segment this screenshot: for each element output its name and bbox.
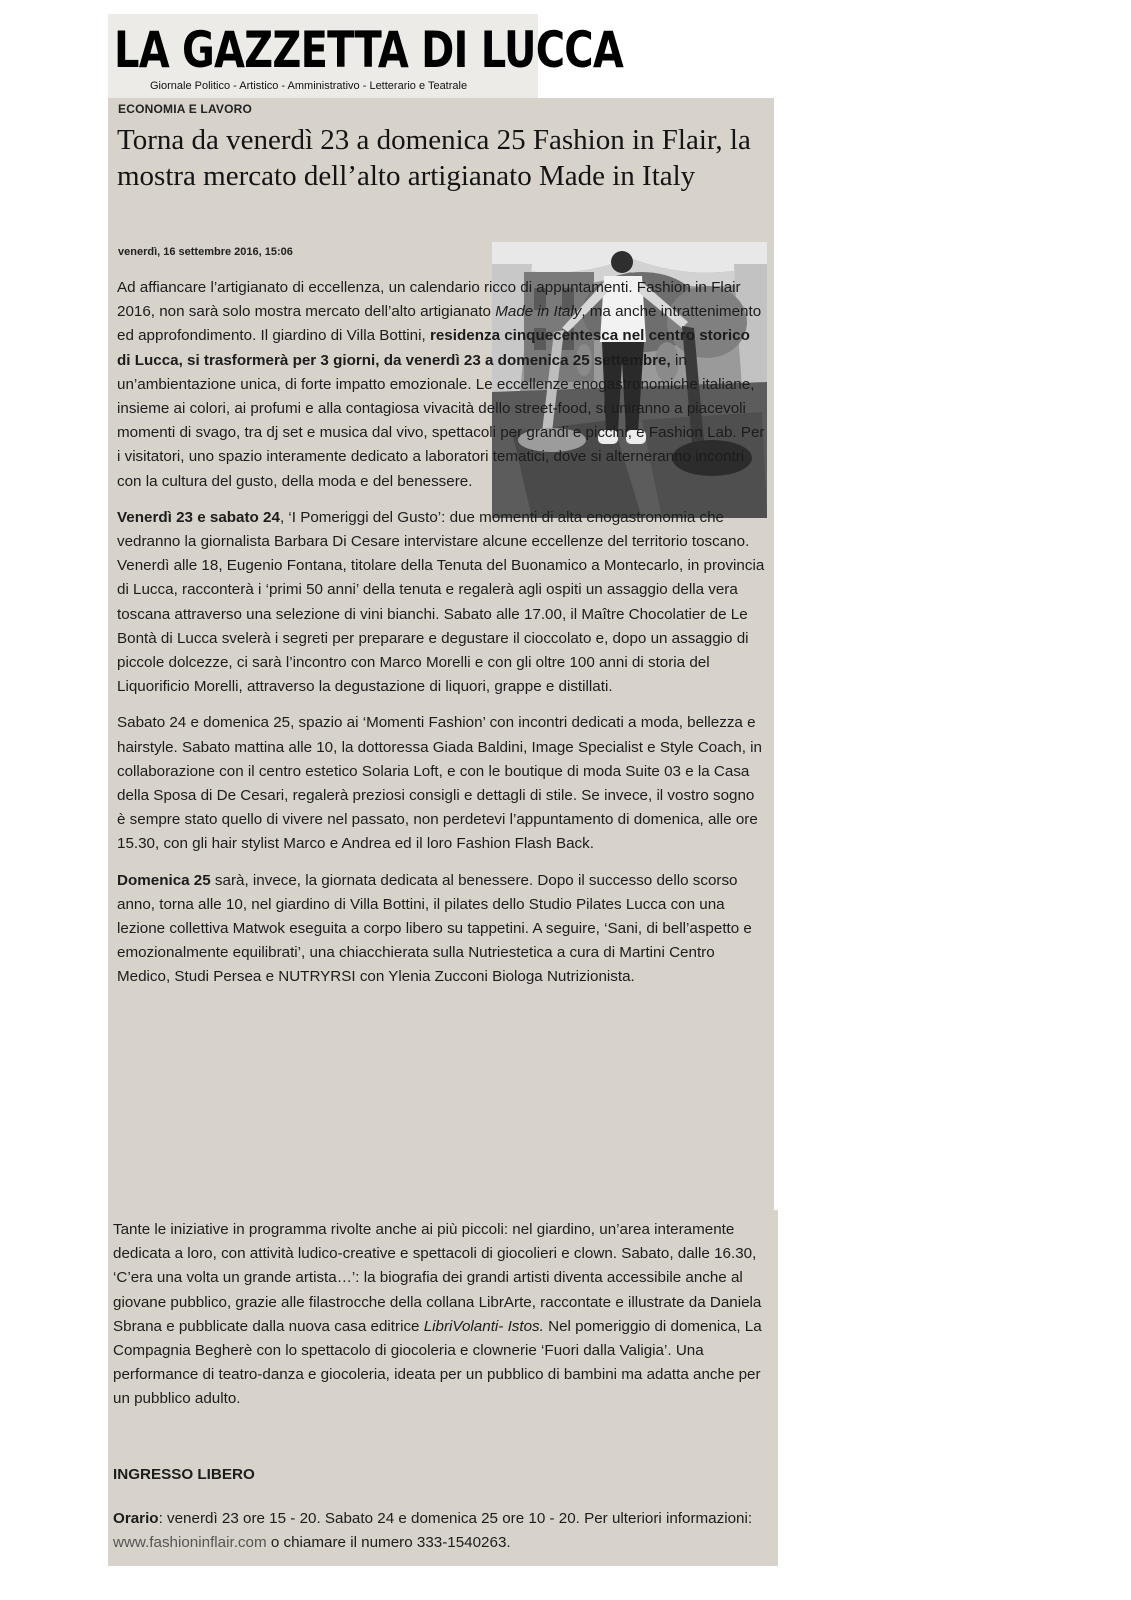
article-body-lower xyxy=(113,1218,768,1412)
article-dateline: venerdì, 16 settembre 2016, 15:06 xyxy=(118,246,293,258)
text-span: sarà, invece, la giornata dedicata al benessere. Dopo il successo dello scorso anno, torna alle 10, nel giardino di Villa Bottini, il pilates dello Studio Pilates Lucca con una lezione collettiva Matwok eseguita a corpo libero su tappetini. A seguire, ‘Sani, di bell’aspetto e emozionalmente equilibrati’, una chiacchierata sulla Nutriestetica a cura di Martini Centro Medico, Studi Persea e NUTRYRSI con Ylenia Zucconi Biologa Nutrizionista. xyxy=(117,871,752,986)
website-link[interactable]: www.fashioninflair.com xyxy=(113,1534,267,1552)
paragraph-fashion: Sabato 24 e domenica 25, spazio ai ‘Momenti Fashion’ con incontri dedicati a moda, bellezza e hairstyle. Sabato mattina alle 10, la dottoressa Giada Baldini, Image Specialist e Style Coach, in collaborazione con il centro estetico Solaria Loft, e con le boutique di moda Suite 03 e la Casa della Sposa di De Cesari, regalerà preziosi consigli e dettagli di stile. Se invece, il vostro sogno è sempre stato quello di vivere nel passato, non perdetevi l’appuntamento di domenica, alle ore 15.30, con gli hair stylist Marco e Andrea ed il loro Fashion Flash Back. xyxy=(117,714,762,853)
text-span: , ‘I Pomeriggi del Gusto’: due momenti di alta enogastronomia che vedranno la giornalista Barbara Di Cesare intervistare alcune eccellenze del territorio toscano. Venerdì alle 18, Eugenio Fontana, titolare della Tenuta del Buonamico a Montecarlo, in provincia di Lucca, racconterà i ‘primi 50 anni’ della tenuta e regalerà agli ospiti un assaggio della vera toscana attraverso una selezione di vini bianchi. Sabato alle 17.00, il Maître Chocolatier de Le Bontà di Lucca svelerà i segreti per preparare e degustare il cioccolato e, dopo un assaggio di piccole dolcezze, ci sarà l’incontro con Marco Morelli e con gli oltre 100 anni di storia del Liquorificio Morelli, attraverso la degustazione di liquori, grappe e distillati. xyxy=(117,508,765,696)
masthead-subtitle: Giornale Politico - Artistico - Amministrativo - Letterario e Teatrale xyxy=(150,80,468,92)
paragraph-intro xyxy=(117,276,765,494)
bold-span: residenza cinquecentesca nel centro storico di Lucca, si trasformerà per 3 giorni, da venerdì 23 a domenica 25 settembre, xyxy=(117,327,750,369)
orario-info xyxy=(113,1507,753,1555)
paragraph-gusto xyxy=(117,506,765,700)
masthead xyxy=(108,14,623,100)
text-span: in un’ambientazione unica, di forte impatto emozionale. Le eccellenze enogastronomiche italiane, insieme ai colori, ai profumi e alla contagiosa vivacità dello street-food, si uniranno a piacevoli momenti di svago, tra dj set e musica dal vivo, spettacoli per grandi e piccini, e Fashion Lab. Per i visitatori, uno spazio interamente dedicato a laboratori tematici, dove si alterneranno incontri con la cultura del gusto, della moda e del benessere. xyxy=(117,351,765,490)
italic-span: Made in Italy xyxy=(495,303,582,321)
article-headline: Torna da venerdì 23 a domenica 25 Fashion in Flair, la mostra mercato dell’alto artigianato Made in Italy xyxy=(117,124,751,192)
bold-span: Venerdì 23 e sabato 24 xyxy=(117,508,280,526)
text-span: : venerdì 23 ore 15 - 20. Sabato 24 e domenica 25 ore 10 - 20. Per ulteriori informazioni: xyxy=(158,1510,753,1527)
masthead-title: LA GAZZETTA DI LUCCA xyxy=(114,21,623,79)
paragraph-benessere xyxy=(117,869,765,990)
text-span: Nel pomeriggio di domenica, La Compagnia Begherè con lo spettacolo di giocoleria e clownerie ‘Fuori dalla Valigia’. Una performance di teatro-danza e giocoleria, ideata per un pubblico di bambini ma adatta anche per un pubblico adulto. xyxy=(113,1317,762,1408)
text-span: Ad affiancare l’artigianato di eccellenza, un calendario ricco di appuntamenti. Fashion in Flair 2016, non sarà solo mostra mercato dell’alto artigianato xyxy=(117,279,741,321)
text-span: , ma anche intrattenimento ed approfondimento. Il giardino di Villa Bottini, xyxy=(117,303,762,345)
ingresso-libero-heading: INGRESSO LIBERO xyxy=(113,1466,255,1483)
text-span: o chiamare il numero 333-1540263. xyxy=(266,1534,511,1552)
paragraph-bambini xyxy=(113,1218,768,1412)
article-body xyxy=(117,276,765,1002)
orario-label: Orario xyxy=(113,1510,159,1527)
section-label: ECONOMIA E LAVORO xyxy=(118,102,253,116)
bold-span: Domenica 25 xyxy=(117,871,211,889)
italic-span: LibriVolanti- Istos. xyxy=(423,1317,544,1335)
text-span: Tante le iniziative in programma rivolte anche ai più piccoli: nel giardino, un’area interamente dedicata a loro, con attività ludico-creative e spettacoli di giocolieri e clown. Sabato, dalle 16.30, ‘C’era una volta un grande artista…’: la biografia dei grandi artisti diventa accessibile anche al giovane pubblico, grazie alle filastrocche della collana LibrArte, raccontate e illustrate da Daniela Sbrana e pubblicate dalla nuova casa editrice xyxy=(113,1221,762,1335)
